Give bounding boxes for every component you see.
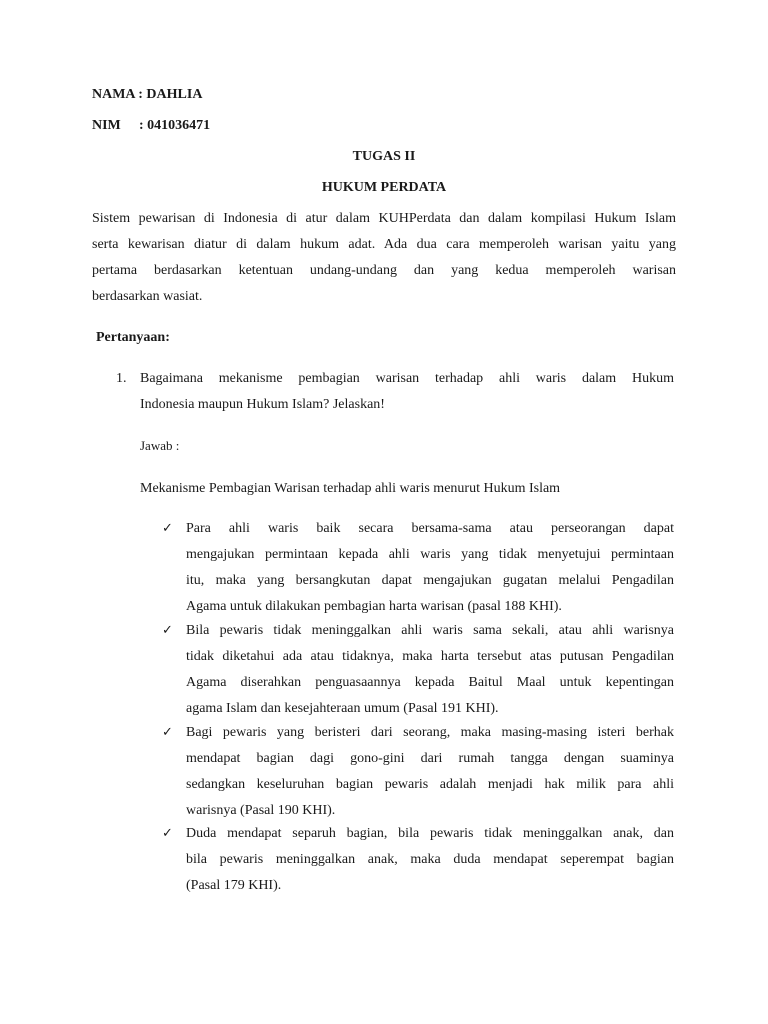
answer-subheading: Mekanisme Pembagian Warisan terhadap ahli waris menurut Hukum Islam: [140, 481, 561, 496]
bullet-2-line-3: Agama diserahkan penguasaannya kepada Baitul Maal untuk kepentingan: [186, 675, 674, 690]
questions-heading: Pertanyaan:: [96, 330, 170, 345]
bullet-3-line-2: mendapat bagian dagi gono-gini dari rumah tangga dengan suaminya: [186, 751, 674, 766]
checkmark-icon: ✓: [162, 521, 173, 536]
checkmark-icon: ✓: [162, 725, 173, 740]
bullet-2-line-2: tidak diketahui ada atau tidaknya, maka harta tersebut atas putusan Pengadilan: [186, 649, 674, 664]
intro-line-1: Sistem pewarisan di Indonesia di atur dalam KUHPerdata dan dalam kompilasi Hukum Islam: [92, 211, 676, 226]
intro-line-3: pertama berdasarkan ketentuan undang-undang dan yang kedua memperoleh warisan: [92, 263, 676, 278]
bullet-3-line-4: warisnya (Pasal 190 KHI).: [186, 803, 336, 818]
nim-label: NIM: [92, 118, 121, 133]
bullet-4-line-1: Duda mendapat separuh bagian, bila pewaris tidak meninggalkan anak, dan: [186, 826, 674, 841]
bullet-4-line-3: (Pasal 179 KHI).: [186, 878, 282, 893]
intro-line-2: serta kewarisan diatur di dalam hukum adat. Ada dua cara memperoleh warisan yaitu yang: [92, 237, 676, 252]
bullet-1-line-2: mengajukan permintaan kepada ahli waris yang tidak menyetujui permintaan: [186, 547, 674, 562]
checkmark-icon: ✓: [162, 826, 173, 841]
bullet-1-line-3: itu, maka yang bersangkutan dapat mengajukan gugatan melalui Pengadilan: [186, 573, 674, 588]
bullet-2-line-1: Bila pewaris tidak meninggalkan ahli waris sama sekali, atau ahli warisnya: [186, 623, 674, 638]
question-line-2: Indonesia maupun Hukum Islam? Jelaskan!: [140, 397, 385, 412]
question-number: 1.: [116, 371, 127, 386]
bullet-3-line-3: sedangkan keseluruhan bagian pewaris adalah menjadi hak milik para ahli: [186, 777, 674, 792]
checkmark-icon: ✓: [162, 623, 173, 638]
bullet-2-line-4: agama Islam dan kesejahteraan umum (Pasal 191 KHI).: [186, 701, 499, 716]
bullet-4-line-2: bila pewaris meninggalkan anak, maka duda mendapat seperempat bagian: [186, 852, 674, 867]
bullet-1-line-1: Para ahli waris baik secara bersama-sama atau perseorangan dapat: [186, 521, 674, 536]
intro-line-4: berdasarkan wasiat.: [92, 289, 203, 304]
question-line-1: Bagaimana mekanisme pembagian warisan terhadap ahli waris dalam Hukum: [140, 371, 674, 386]
nim-value: : 041036471: [139, 118, 211, 133]
answer-label: Jawab :: [140, 438, 180, 453]
assignment-title: TUGAS II: [352, 149, 416, 164]
bullet-1-line-4: Agama untuk dilakukan pembagian harta warisan (pasal 188 KHI).: [186, 599, 562, 614]
student-name: NAMA : DAHLIA: [92, 87, 203, 102]
subject-title: HUKUM PERDATA: [321, 180, 447, 195]
bullet-3-line-1: Bagi pewaris yang beristeri dari seorang, maka masing-masing isteri berhak: [186, 725, 674, 740]
